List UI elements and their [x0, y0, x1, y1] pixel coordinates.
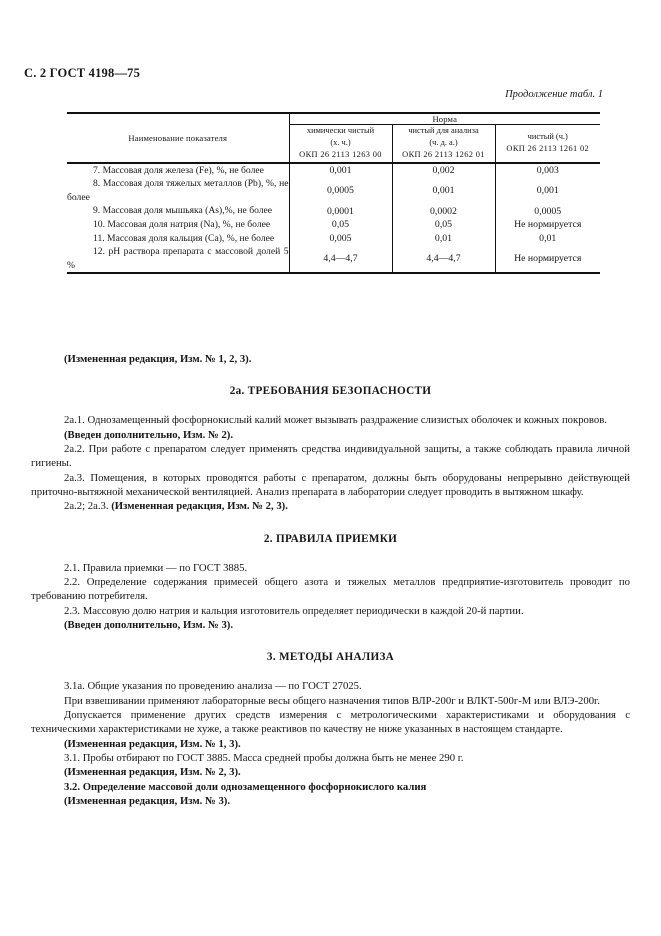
row-value-ch: 0,001	[495, 177, 600, 204]
row-value-chda: 0,001	[392, 177, 495, 204]
header-grade-chda-okp: ОКП 26 2113 1262 01	[402, 150, 485, 160]
header-grade-khch	[289, 125, 392, 163]
note-2a2-2a3-bold: (Измененная редакция, Изм. № 2, 3).	[111, 500, 288, 513]
header-grade-ch-line1: чистый (ч.)	[527, 132, 568, 142]
paragraph-3-2: 3.2. Определение массовой доли однозамещенного фосфорнокислого калия	[64, 780, 427, 793]
row-value-khch: 0,0005	[289, 177, 392, 204]
header-grade-chda	[392, 125, 495, 163]
norms-table	[67, 112, 600, 274]
note-3-2: (Измененная редакция, Изм. № 3).	[64, 794, 231, 807]
body-content	[31, 352, 630, 808]
row-value-khch: 0,005	[289, 232, 392, 246]
header-grade-chda-line2: (ч. д. а.)	[429, 138, 458, 148]
paragraph-2a1: 2а.1. Однозамещенный фосфорнокислый калий может вызывать раздражение слизистых оболочек и кожных покровов.	[64, 414, 607, 427]
note-3-1a: (Измененная редакция, Изм. № 1, 3).	[64, 737, 241, 750]
row-value-ch: Не нормируется	[495, 218, 600, 232]
header-grade-ch	[495, 125, 600, 163]
row-param	[67, 163, 289, 178]
norms-table-container	[67, 112, 600, 274]
note-2-3: (Введен дополнительно, Изм. № 3).	[64, 618, 234, 631]
note-2a1: (Введен дополнительно, Изм. № 2).	[64, 428, 234, 441]
table-row	[67, 204, 600, 218]
header-grade-chda-line1: чистый для анализа	[408, 126, 479, 135]
row-param-text: 12. pH раствора препарата с массовой долей 5 %	[67, 246, 289, 271]
paragraph-3-1a-scales: При взвешивании применяют лабораторные весы общего назначения типов ВЛР-200г и ВЛКТ-500г-М или ВЛЭ-200г.	[64, 694, 600, 707]
row-value-chda: 0,05	[392, 218, 495, 232]
row-param-text: 7. Массовая доля железа (Fe), %, не более	[93, 164, 264, 176]
note-2a2-2a3-prefix: 2а.2; 2а.3.	[64, 500, 112, 513]
row-param-text: 8. Массовая доля тяжелых металлов (Pb), %, не более	[67, 178, 289, 203]
row-value-chda: 4,4—4,7	[392, 245, 495, 273]
note-3-1: (Измененная редакция, Изм. № 2, 3).	[64, 766, 241, 779]
row-param	[67, 204, 289, 218]
row-param	[67, 218, 289, 232]
paragraph-2-1: 2.1. Правила приемки — по ГОСТ 3885.	[64, 561, 248, 574]
header-grade-khch-line1: химически чистый	[306, 126, 375, 135]
table-row	[67, 163, 600, 178]
row-value-chda: 0,0002	[392, 204, 495, 218]
table-header-row-top	[67, 113, 600, 125]
paragraph-2-3: 2.3. Массовую долю натрия и кальция изготовитель определяет периодически в каждой 20-й партии.	[64, 604, 524, 617]
paragraph-3-1a: 3.1а. Общие указания по проведению анализа — по ГОСТ 27025.	[64, 680, 362, 693]
paragraph-2-2: 2.2. Определение содержания примесей общего азота и тяжелых металлов предприятие-изготовитель проводит по требованию потребителя.	[31, 575, 630, 603]
row-value-chda: 0,002	[392, 163, 495, 178]
row-param	[67, 245, 289, 273]
table-continuation-caption: Продолжение табл. 1	[505, 89, 603, 100]
header-grade-khch-line2: (х. ч.)	[330, 138, 351, 148]
paragraph-3-1: 3.1. Пробы отбирают по ГОСТ 3885. Масса средней пробы должна быть не менее 290 г.	[64, 751, 464, 764]
section-heading-2: 2. ПРАВИЛА ПРИЕМКИ	[263, 532, 398, 545]
row-value-chda: 0,01	[392, 232, 495, 246]
section-heading-2a: 2а. ТРЕБОВАНИЯ БЕЗОПАСНОСТИ	[229, 385, 432, 398]
row-value-ch: 0,003	[495, 163, 600, 178]
paragraph-3-1a-equipment: Допускается применение других средств измерения с метрологическими характеристиками и оборудования с техническими характеристиками не хуже, а также реактивов по качеству не ниже указанных в настоящем стандарте.	[31, 708, 630, 736]
row-param	[67, 177, 289, 204]
row-value-khch: 0,001	[289, 163, 392, 178]
row-value-khch: 4,4—4,7	[289, 245, 392, 273]
row-value-khch: 0,05	[289, 218, 392, 232]
section-heading-3: 3. МЕТОДЫ АНАЛИЗА	[266, 651, 395, 664]
table-row	[67, 232, 600, 246]
row-param-text: 9. Массовая доля мышьяка (As),%, не более	[93, 205, 273, 217]
table-row	[67, 218, 600, 232]
row-value-ch: 0,01	[495, 232, 600, 246]
row-param-text: 10. Массовая доля натрия (Na), %, не более	[93, 219, 271, 230]
header-grade-ch-okp: ОКП 26 2113 1261 02	[506, 144, 590, 154]
row-value-ch: 0,0005	[495, 204, 600, 218]
paragraph-2a2: 2а.2. При работе с препаратом следует применять средства индивидуальной защиты, а также соблюдать правила личной гигиены.	[31, 442, 630, 470]
row-param-text: 11. Массовая доля кальция (Са), %, не более	[93, 232, 275, 244]
header-norma-group: Норма	[289, 113, 600, 125]
header-param-column: Наименование показателя	[67, 113, 289, 163]
note-after-table: (Измененная редакция, Изм. № 1, 2, 3).	[64, 353, 252, 365]
note-2a2-2a3	[31, 499, 630, 513]
table-row	[67, 177, 600, 204]
row-value-khch: 0,0001	[289, 204, 392, 218]
running-head: С. 2 ГОСТ 4198—75	[24, 66, 141, 80]
table-row	[67, 245, 600, 273]
header-grade-khch-okp: ОКП 26 2113 1263 00	[299, 150, 382, 160]
paragraph-2a3: 2а.3. Помещения, в которых проводятся работы с препаратом, должны быть оборудованы непрерывно действующей приточно-вытяжной механической вентиляцией. Анализ препарата в лаборатории следует проводить в вытяжном шкафу.	[31, 471, 630, 498]
row-value-ch: Не нормируется	[495, 245, 600, 273]
row-param	[67, 232, 289, 246]
